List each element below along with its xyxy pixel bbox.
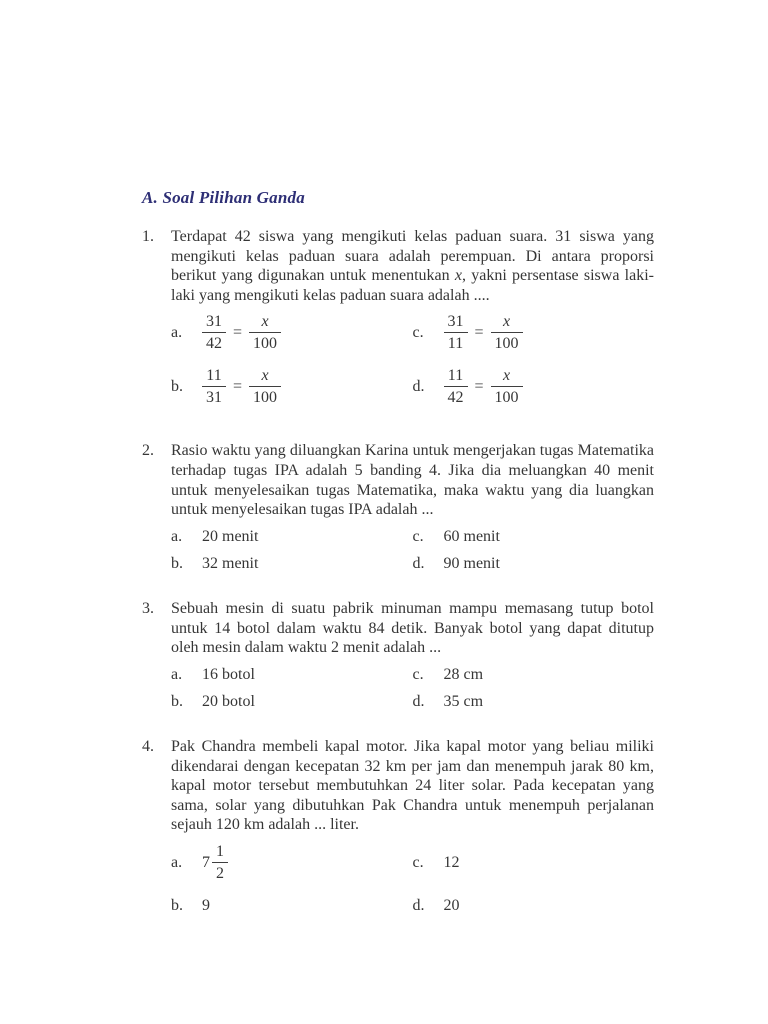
question-3-option-b [171,692,413,712]
question-3-options [171,665,654,712]
option-letter: b. [171,378,183,396]
option-row [171,554,654,574]
option-text: 12 [443,853,460,871]
option-letter: d. [412,378,425,396]
fraction-numerator: 1 [212,842,228,863]
fraction [212,842,228,883]
option-letter: d. [412,555,425,573]
question-2-option-c [413,527,655,547]
question-4-option-d [413,896,655,916]
proportion-expression-c [444,312,523,353]
fraction-numerator: 31 [444,312,468,333]
option-letter: a. [171,527,183,545]
fraction-rhs [249,366,281,407]
option-text: 60 menit [443,527,500,545]
fraction-denominator: 42 [206,335,222,353]
fraction-lhs [202,312,226,353]
fraction-lhs [444,312,468,353]
question-1-text [171,227,654,305]
option-text: 16 botol [202,665,255,683]
question-2-text: Rasio waktu yang diluangkan Karina untuk mengerjakan tugas Matematika terhadap tugas IPA adalah 5 banding 4. Jika dia meluangkan 40 menit untuk menyelesaikan tugas Matematika, maka waktu yang dia luangkan untuk menyelesaikan tugas IPA adalah ... [171,442,654,519]
option-text: 20 botol [202,693,255,711]
question-2 [142,441,654,582]
option-row [171,692,654,712]
section-title: A. Soal Pilihan Ganda [142,188,305,207]
question-1-option-c [413,312,655,353]
fraction-numerator: 11 [202,366,226,387]
question-3-option-a [171,665,413,685]
proportion-expression-d [444,366,523,407]
fraction-numerator: x [249,312,281,333]
fraction-numerator: x [491,366,523,387]
question-2-options [171,527,654,574]
question-1-options [171,312,654,407]
fraction-denominator: 100 [494,335,519,353]
fraction-lhs [444,366,468,407]
option-text: 90 menit [443,555,500,573]
question-4-number: 4. [142,737,154,755]
fraction-denominator: 100 [494,389,519,407]
question-1-option-d [413,366,655,407]
fraction-lhs [202,366,226,407]
question-1 [142,227,654,420]
question-3-body [171,599,654,720]
question-1-text-before: Terdapat 42 siswa yang mengikuti kelas paduan suara. 31 siswa yang mengikuti kelas paduan suara adalah perempuan. Di antara proporsi berikut yang digunakan untuk menentukan [171,228,654,285]
option-text: 20 [443,896,460,914]
option-letter: a. [171,665,183,683]
question-2-option-d [413,554,655,574]
equals-sign: = [474,378,484,396]
question-3 [142,599,654,720]
question-1-number: 1. [142,228,154,245]
fraction-rhs [491,366,523,407]
fraction-numerator: x [491,312,523,333]
question-4-option-c [413,842,655,883]
fraction-numerator: 11 [444,366,468,387]
question-4-option-b [171,896,413,916]
option-row [171,665,654,685]
question-2-body [171,441,654,582]
proportion-expression-a [202,312,281,353]
equals-sign: = [233,378,243,396]
option-letter: c. [412,527,424,545]
fraction-rhs [491,312,523,353]
fraction-denominator: 42 [447,389,464,407]
option-letter: c. [412,324,424,342]
mixed-number [202,842,228,883]
fraction-denominator: 100 [253,335,278,353]
question-4-options [171,842,654,916]
equals-sign: = [474,324,484,342]
question-1-option-a [171,312,413,353]
option-letter: a. [171,324,183,342]
question-1-text-after: , yakni persentase siswa laki-laki yang mengikuti kelas paduan suara adalah .... [171,267,654,304]
option-row [171,312,654,353]
fraction-rhs [249,312,281,353]
question-4-option-a [171,842,413,883]
option-letter: a. [171,853,183,871]
option-letter: b. [171,896,183,914]
option-text: 28 cm [443,665,484,683]
whole-number: 7 [202,853,210,871]
fraction-numerator: x [249,366,281,387]
question-1-body [171,227,654,420]
question-2-option-b [171,554,413,574]
option-letter: c. [412,853,424,871]
question-2-number: 2. [142,442,154,460]
equals-sign: = [233,324,243,342]
option-text: 20 menit [202,527,259,545]
question-4-text: Pak Chandra membeli kapal motor. Jika kapal motor yang beliau miliki dikendarai dengan kecepatan 32 km per jam dan menempuh jarak 80 km, kapal motor tersebut membutuhkan 24 liter solar. Pada kecepatan yang sama, solar yang dibutuhkan Pak Chandra untuk menempuh perjalanan sejauh 120 km adalah ... liter. [171,737,654,834]
option-row [171,896,654,916]
fraction-numerator: 31 [202,312,226,333]
option-letter: b. [171,555,183,573]
option-text: 9 [202,896,210,914]
option-letter: d. [412,896,425,914]
option-letter: d. [412,693,425,711]
question-4 [142,737,654,924]
option-letter: c. [412,665,424,683]
option-letter: b. [171,693,183,711]
fraction-denominator: 100 [253,389,278,407]
proportion-expression-b [202,366,281,407]
option-text: 35 cm [443,693,484,711]
option-text: 32 menit [202,555,259,573]
option-row [171,842,654,883]
question-2-option-a [171,527,413,547]
question-3-text: Sebuah mesin di suatu pabrik minuman mampu memasang tutup botol untuk 14 botol dalam waktu 84 detik. Banyak botol yang dapat ditutup oleh mesin dalam waktu 2 menit adalah ... [171,599,654,657]
question-3-option-c [413,665,655,685]
option-row [171,366,654,407]
question-1-option-b [171,366,413,407]
option-row [171,527,654,547]
question-4-body [171,737,654,924]
fraction-denominator: 31 [206,389,222,407]
variable-x: x [454,267,462,285]
question-3-number: 3. [142,599,154,617]
question-3-option-d [413,692,655,712]
fraction-denominator: 11 [447,335,464,353]
fraction-denominator: 2 [216,864,224,882]
quiz-content [142,188,654,944]
